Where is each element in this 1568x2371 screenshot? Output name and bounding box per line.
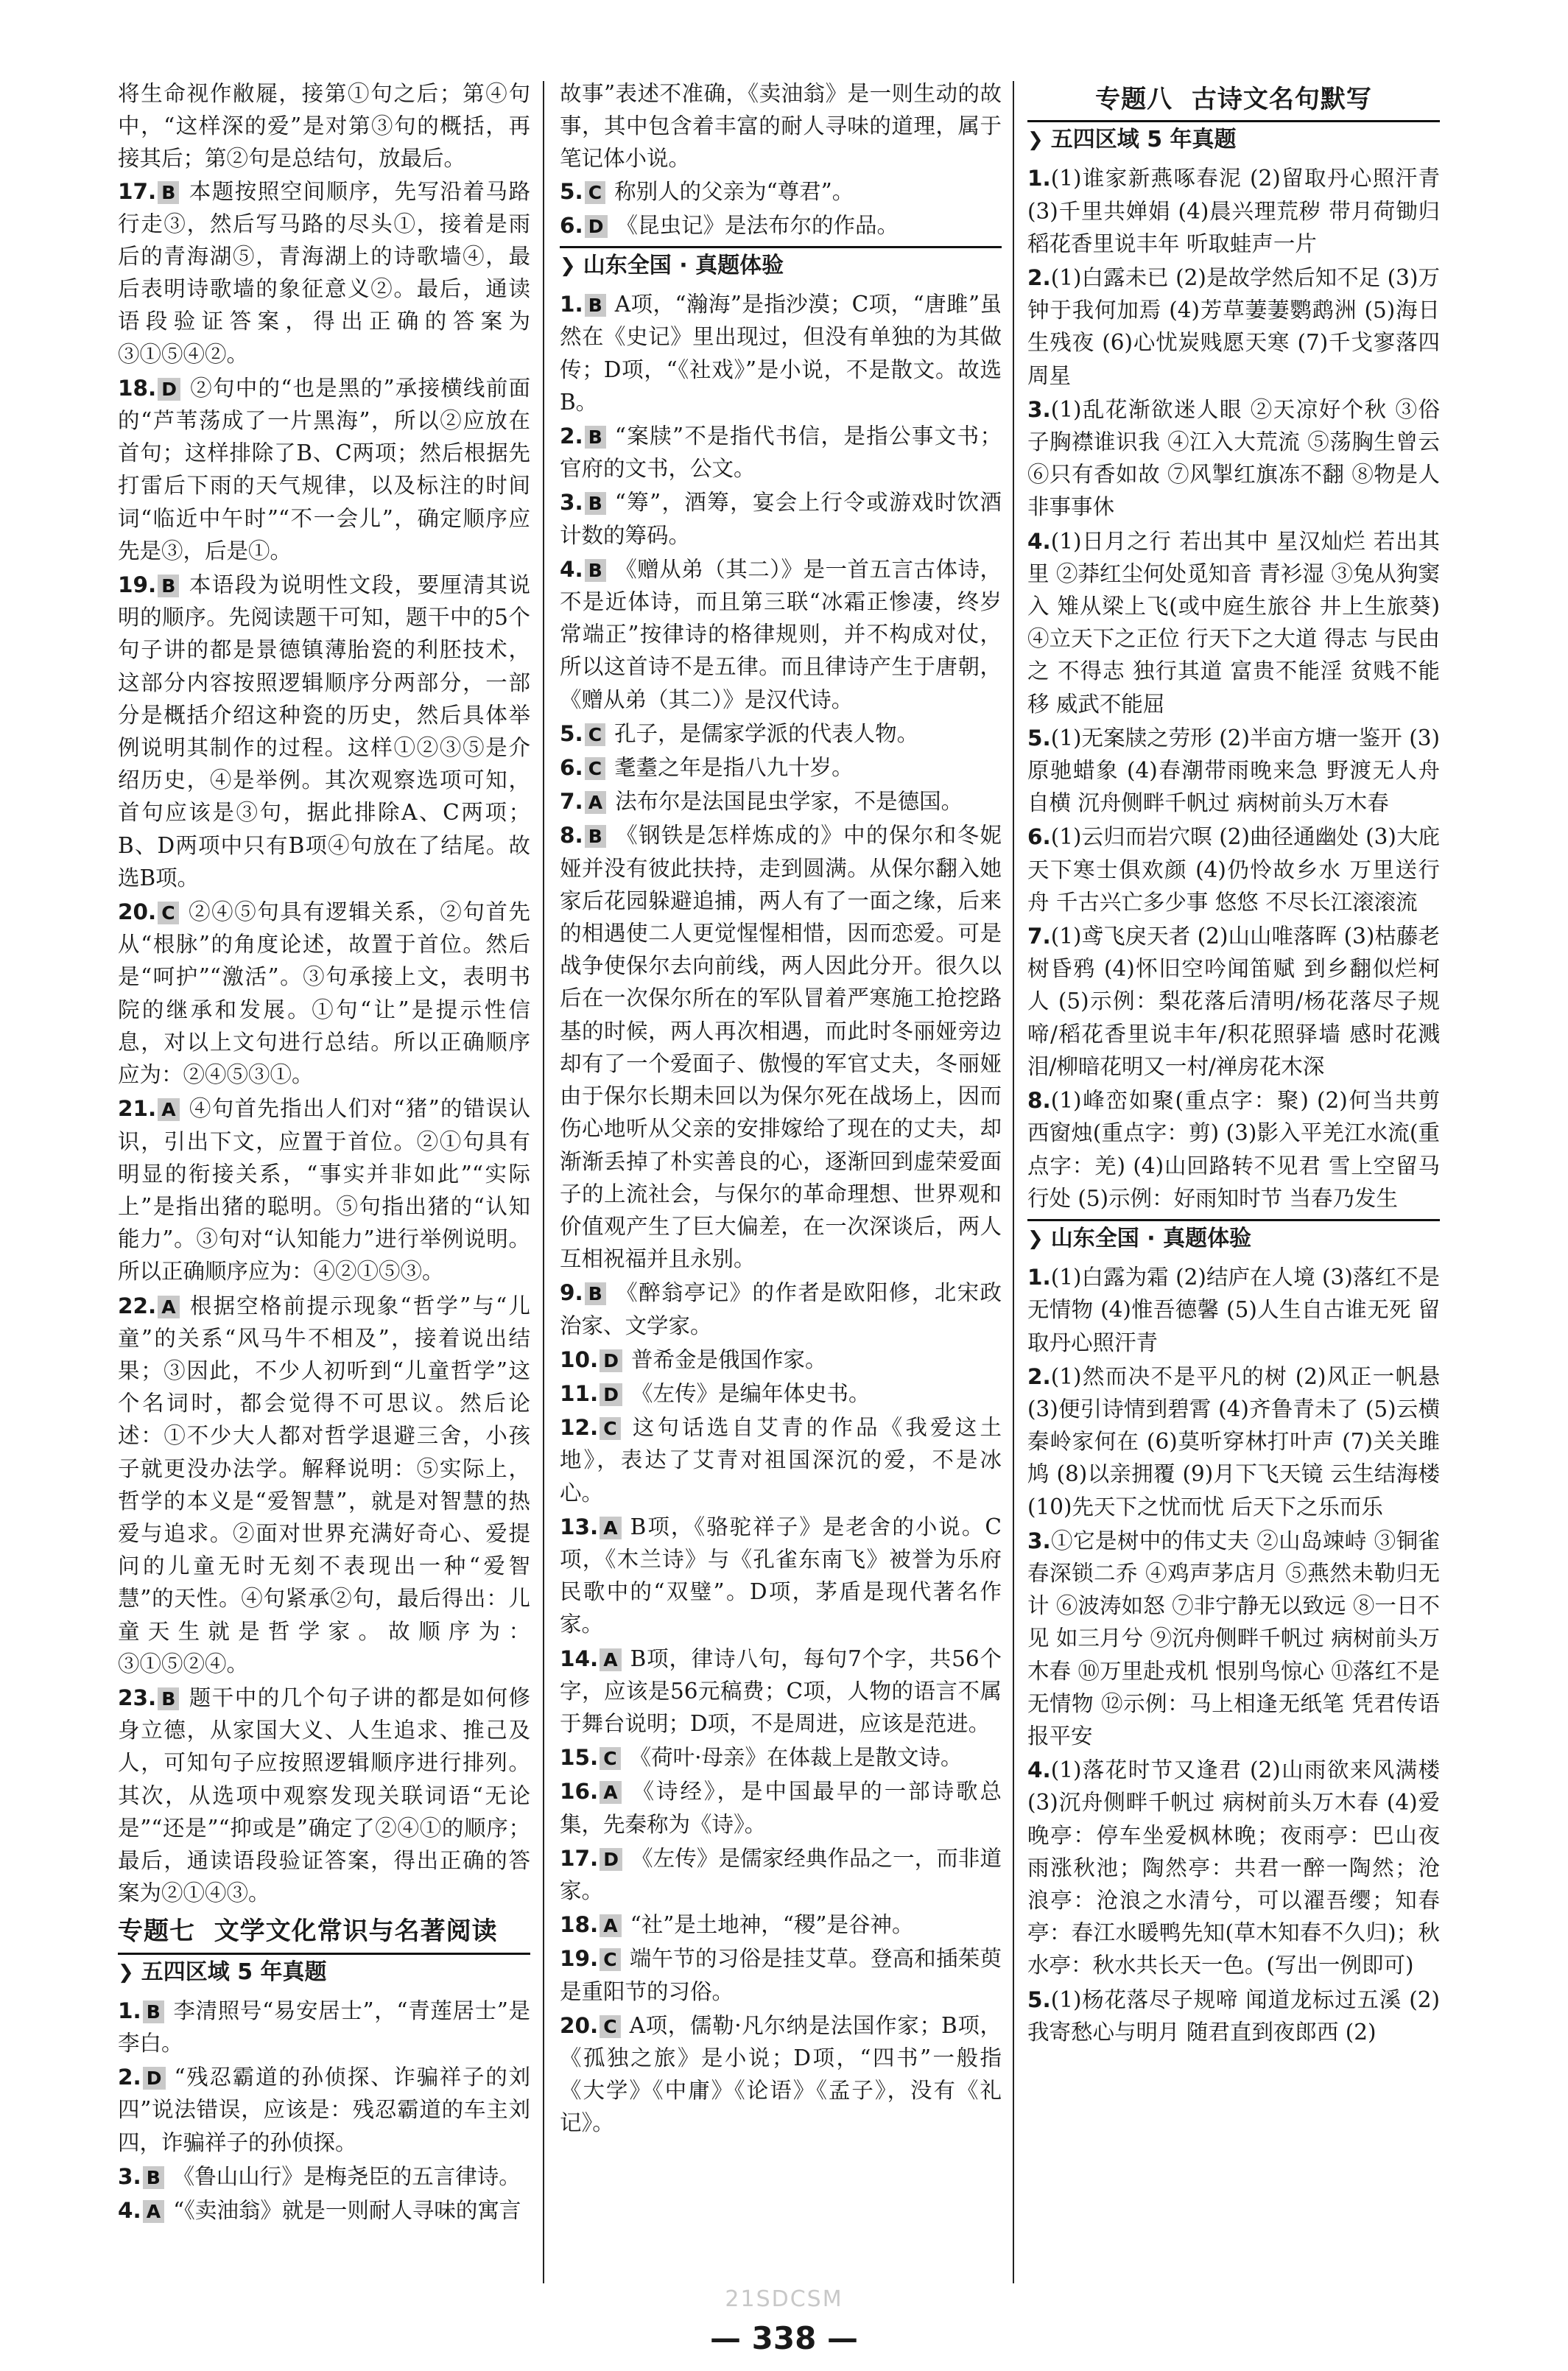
explanation-text: (1)落花时节又逢君 (2)山雨欲来风满楼 (3)沉舟侧畔千帆过 病树前头万木春 (4)爱晚亭：停车坐爱枫林晚；夜雨亭：巴山夜雨涨秋池；陶然亭：共君一醉一陶然；沧浪亭：沧浪之水清兮，可以濯吾缨；知春亭：春江水暖鸭先知(草木知春不久归)；秋水亭：秋水共长天一色。(写出一例即可) <box>1027 1757 1440 1978</box>
answer-badge: B <box>143 2001 164 2023</box>
answer-badge: B <box>585 1282 606 1305</box>
answer-badge: C <box>585 723 605 746</box>
explanation-text: ②句中的“也是黑的”承接横线前面的“芦苇荡成了一片黑海”，所以②应放在首句；这样排除了B、C两项；然后根据先打雷后下雨的天气规律，以及标注的时间词“临近中午时”“不一会儿”，确定顺序应先是③，后是①。 <box>118 375 530 563</box>
item-number: 2. <box>1027 1363 1051 1389</box>
explanation-text: 本语段为说明性文段，要厘清其说明的顺序。先阅读题干可知，题干中的5个句子讲的都是景德镇薄胎瓷的利胚技术，这部分内容按照逻辑顺序分两部分，一部分是概括介绍这种瓷的历史，然后具体举例说明其制作的过程。这样①②③⑤是介绍历史，④是举例。其次观察选项可知，首句应该是③句，据此排除A、C两项；B、D两项中只有B项④句放在了结尾。故选B项。 <box>118 572 530 891</box>
item-number: 1. <box>1027 166 1051 192</box>
explanation-text: “筹”，酒筹，宴会上行令或游戏时饮酒计数的筹码。 <box>560 490 1002 548</box>
item-number: 18. <box>560 1912 599 1938</box>
answer-item <box>560 1276 1002 1341</box>
explanation-text: 本题按照空间顺序，先写沿着马路行走③，然后写马路的尽头①，接着是雨后的青海湖⑤，青海湖上的诗歌墙④，最后表明诗歌墙的象征意义②。最后，通读语段验证答案，得出正确的答案为③①⑤④②。 <box>118 178 530 367</box>
answer-item <box>1027 1261 1440 1359</box>
item-number: 4. <box>118 2198 141 2223</box>
answer-item <box>560 486 1002 551</box>
item-number: 17. <box>118 178 157 204</box>
answer-item <box>560 1842 1002 1907</box>
explanation-text: 《左传》是儒家经典作品之一，而非道家。 <box>560 1845 1002 1903</box>
item-number: 5. <box>560 178 583 204</box>
answer-item <box>1027 920 1440 1083</box>
answer-item <box>1027 162 1440 260</box>
answer-item <box>560 209 1002 242</box>
section-header <box>1027 120 1440 156</box>
answer-badge: C <box>600 1747 620 1770</box>
explanation-text: ①它是树中的伟丈夫 ②山岛竦峙 ③铜雀春深锁二乔 ④鸡声茅店月 ⑤燕然未勒归无计 ⑥波涛如怒 ⑦非宁静无以致远 ⑧一日不见 如三月兮 ⑨沉舟侧畔千帆过 病树前头万木春 ⑩万里赴戎机 恨别鸟惊心 ⑪落红不是无情物 ⑫示例：马上相逢无纸笔 凭君传语报平安 <box>1027 1528 1440 1749</box>
item-number: 15. <box>560 1745 599 1771</box>
answer-badge: B <box>143 2166 164 2189</box>
answer-badge: C <box>585 181 605 204</box>
answer-badge: D <box>600 1383 622 1406</box>
answer-item <box>118 372 530 567</box>
answer-item <box>1027 1525 1440 1752</box>
answer-item <box>560 1377 1002 1410</box>
section-title: 五四区域 5 年真题 <box>1050 127 1237 153</box>
answer-item <box>118 175 530 370</box>
explanation-text: 《荷叶·母亲》在体裁上是散文诗。 <box>629 1745 963 1771</box>
answer-item <box>560 2009 1002 2140</box>
item-number: 20. <box>118 899 157 925</box>
explanation-text: (1)日月之行 若出其中 星汉灿烂 若出其里 ②莽红尘何处觅知音 青衫湿 ③兔从狗窦入 雉从梁上飞(或中庭生旅谷 井上生旅葵) ④立天下之正位 行天下之大道 得志 与民由之 不得志 独行其道 富贵不能淫 贫贱不能移 威武不能屈 <box>1027 528 1440 717</box>
answer-item <box>1027 1754 1440 1981</box>
explanation-text: “案牍”不是指代书信，是指公事文书；官府的文书，公文。 <box>560 424 1002 482</box>
answer-list <box>118 1995 530 2227</box>
answer-item <box>1027 821 1440 918</box>
explanation-text: (1)白露未已 (2)是故学然后知不足 (3)万钟于我何加焉 (4)芳草萋萋鹦鹉洲 (5)海日生残夜 (6)心忧炭贱愿天寒 (7)千戈寥落四周星 <box>1027 265 1440 388</box>
explanation-text: (1)谁家新燕啄春泥 (2)留取丹心照汗青 (3)千里共婵娟 (4)晨兴理荒秽 带月荷锄归 稻花香里说丰年 听取蛙声一片 <box>1027 166 1440 256</box>
item-number: 3. <box>1027 396 1051 422</box>
answer-list <box>1027 1261 1440 2048</box>
item-number: 13. <box>560 1514 599 1539</box>
explanation-text: 耄耋之年是指八九十岁。 <box>614 755 854 781</box>
item-number: 1. <box>560 292 583 317</box>
item-number: 2. <box>1027 265 1051 291</box>
explanation-text: ④句首先指出人们对“猪”的错误认识，引出下文，应置于首位。②①句具有明显的衔接关系，“事实并非如此”“实际上”是指出猪的聪明。⑤句指出猪的“认知能力”。③句对“认知能力”进行举例说明。所以正确顺序应为：④②①⑤③。 <box>118 1096 530 1285</box>
answer-item <box>1027 1360 1440 1523</box>
chevron-right-icon: ❯ <box>1027 129 1044 152</box>
answer-item <box>118 569 530 894</box>
topic-8-title: 专题八 古诗文名句默写 <box>1095 85 1372 114</box>
item-number: 6. <box>1027 824 1051 850</box>
answer-badge: B <box>585 294 606 317</box>
item-number: 2. <box>118 2065 141 2090</box>
answer-item <box>560 1942 1002 2007</box>
column-divider-1 <box>543 81 544 2283</box>
answer-badge: A <box>600 1648 621 1671</box>
section-title: 山东全国 · 真题体验 <box>583 253 784 279</box>
explanation-text: (1)峰峦如聚(重点字：聚) (2)何当共剪西窗烛(重点字：剪) (3)影入平羌江水流(重点字：羌) (4)山回路转不见君 雪上空留马行处 (5)示例：好雨知时节 当春乃发生 <box>1027 1088 1440 1211</box>
answer-list <box>560 175 1002 242</box>
item-number: 16. <box>560 1779 599 1805</box>
explanation-text: 端午节的习俗是挂艾草。登高和插茱萸是重阳节的习俗。 <box>560 1946 1002 2004</box>
answer-item <box>560 553 1002 716</box>
explanation-text: (1)乱花渐欲迷人眼 ②天凉好个秋 ③俗子胸襟谁识我 ④江入大荒流 ⑤荡胸生曾云 ⑥只有香如故 ⑦风掣红旗冻不翻 ⑧物是人非事事休 <box>1027 396 1440 520</box>
item-number: 21. <box>118 1096 157 1122</box>
explanation-text: B项，《骆驼祥子》是老舍的小说。C项，《木兰诗》与《孔雀东南飞》被誉为乐府民歌中的“双璧”。D项，茅盾是现代著名作家。 <box>560 1514 1002 1637</box>
answer-item <box>560 1411 1002 1509</box>
answer-item <box>560 717 1002 750</box>
answer-badge: A <box>143 2200 164 2223</box>
explanation-text: 《钢铁是怎样炼成的》中的保尔和冬妮娅并没有彼此扶持，走到圆满。从保尔翻入她家后花园躲避追捕，两人有了一面之缘，后来的相遇使二人更觉惺惺相惜，因而恋爱。可是战争使保尔去向前线，两人因此分开。很久以后在一次保尔所在的军队冒着严寒施工抢挖路基的时候，两人再次相遇，而此时冬丽娅旁边却有了一个爱面子、傲慢的军官丈夫，冬丽娅由于保尔长期未回以为保尔死在战场上，因而伤心地听从父亲的安排嫁给了现在的丈夫，却渐渐丢掉了朴实善良的心，逐渐回到虚荣爱面子的上流社会，与保尔的革命理想、世界观和价值观产生了巨大偏差，在一次深谈后，两人互相祝福并且永别。 <box>560 823 1002 1272</box>
continued-text: 将生命视作敝屣，接第①句之后；第④句中，“这样深的爱”是对第③句的概括，再接其后；第②句是总结句，放最后。 <box>118 81 530 172</box>
explanation-text: 《诗经》，是中国最早的一部诗歌总集，先秦称为《诗》。 <box>560 1779 1002 1837</box>
column-divider-2 <box>1013 81 1014 2283</box>
chevron-right-icon: ❯ <box>1027 1227 1044 1250</box>
left-column <box>118 77 530 2280</box>
item-number: 5. <box>560 720 583 746</box>
item-number: 3. <box>118 2163 141 2189</box>
answer-item <box>560 1643 1002 1741</box>
item-number: 5. <box>1027 725 1051 751</box>
explanation-text: A项，“瀚海”是指沙漠；C项，“唐雎”虽然在《史记》里出现过，但没有单独的为其做传；D项，“《社戏》”是小说，不是散文。故选B。 <box>560 292 1002 415</box>
explanation-text: ②④⑤句具有逻辑关系，②句首先从“根脉”的角度论述，故置于首位。然后是“呵护”“激活”。③句承接上文，表明书院的继承和发展。①句“让”是提示性信息，对以上文句进行总结。所以正确顺序应为：②④⑤③①。 <box>118 899 530 1088</box>
item-number: 1. <box>118 1998 141 2023</box>
explanation-text: (1)白露为霜 (2)结庐在人境 (3)落红不是无情物 (4)惟吾德馨 (5)人生自古谁无死 留取丹心照汗青 <box>1027 1265 1440 1355</box>
item-number: 10. <box>560 1346 599 1372</box>
answer-badge: B <box>585 559 606 582</box>
item-number: 4. <box>560 556 583 582</box>
chevron-right-icon: ❯ <box>118 1961 134 1984</box>
answer-badge: A <box>158 1098 179 1121</box>
continued-text: 故事”表述不准确，《卖油翁》是一则生动的故事，其中包含着丰富的耐人寻味的道理，属于笔记体小说。 <box>560 81 1002 172</box>
answer-item <box>1027 1984 1440 2048</box>
answer-item <box>118 2194 530 2227</box>
answer-badge: B <box>585 492 606 515</box>
answer-item <box>560 1343 1002 1376</box>
answer-badge: D <box>600 1349 622 1372</box>
item-number: 4. <box>1027 528 1051 554</box>
answer-item <box>560 785 1002 818</box>
explanation-text: 《鲁山山行》是梅尧臣的五言律诗。 <box>172 2163 521 2189</box>
answer-list <box>1027 162 1440 1215</box>
item-number: 19. <box>560 1946 599 1972</box>
item-number: 6. <box>560 755 583 781</box>
explanation-text: 《左传》是编年体史书。 <box>631 1380 871 1406</box>
answer-badge: A <box>600 1781 621 1804</box>
item-number: 8. <box>560 823 583 849</box>
answer-badge: D <box>600 1848 622 1871</box>
explanation-text: 孔子，是儒家学派的代表人物。 <box>614 720 919 746</box>
explanation-text: 称别人的父亲为“尊君”。 <box>614 178 854 204</box>
answer-item <box>1027 261 1440 392</box>
explanation-text: 李清照号“易安居士”，“青莲居士”是李白。 <box>118 1998 530 2056</box>
answer-item <box>560 1775 1002 1840</box>
explanation-text: 《醉翁亭记》的作者是欧阳修，北宋政治家、文学家。 <box>560 1280 1002 1338</box>
answer-item <box>560 1511 1002 1641</box>
item-number: 4. <box>1027 1757 1051 1783</box>
page-number: — 338 — <box>710 2320 858 2356</box>
explanation-text: 这句话选自艾青的作品《我爱这土地》，表达了艾青对祖国深沉的爱，不是冰心。 <box>560 1415 1002 1506</box>
explanation-text: 《昆虫记》是法布尔的作品。 <box>616 212 899 238</box>
item-number: 6. <box>560 212 583 238</box>
explanation-text: A项，儒勒·凡尔纳是法国作家；B项，《孤独之旅》是小说；D项，“四书”一般指《大学》《中庸》《论语》《孟子》，没有《礼记》。 <box>560 2012 1002 2136</box>
answer-item <box>1027 525 1440 720</box>
chevron-right-icon: ❯ <box>560 255 576 278</box>
answer-item <box>560 1741 1002 1774</box>
section-header <box>118 1953 530 1989</box>
item-number: 9. <box>560 1280 583 1306</box>
answer-list <box>118 175 530 1910</box>
answer-badge: C <box>600 1417 620 1440</box>
item-number: 17. <box>560 1845 599 1871</box>
item-number: 3. <box>1027 1528 1051 1553</box>
answer-badge: A <box>600 1517 621 1539</box>
item-number: 23. <box>118 1685 157 1710</box>
answer-item <box>118 1290 530 1680</box>
answer-badge: C <box>600 1948 620 1971</box>
answer-item <box>118 896 530 1091</box>
item-number: 7. <box>560 789 583 815</box>
explanation-text: (1)无案牍之劳形 (2)半亩方塘一鉴开 (3)原驰蜡象 (4)春潮带雨晚来急 野渡无人舟自横 沉舟侧畔千帆过 病树前头万木春 <box>1027 725 1440 816</box>
explanation-text: 法布尔是法国昆虫学家，不是德国。 <box>615 789 963 815</box>
explanation-text: 普希金是俄国作家。 <box>631 1346 827 1372</box>
topic-7-title: 专题七 文学文化常识与名著阅读 <box>118 1917 498 1947</box>
answer-badge: B <box>158 575 179 597</box>
item-number: 20. <box>560 2012 599 2038</box>
explanation-text: “社”是土地神，“稷”是谷神。 <box>630 1912 914 1938</box>
item-number: 12. <box>560 1415 599 1441</box>
answer-item <box>118 2061 530 2159</box>
answer-badge: B <box>158 181 179 204</box>
answer-badge: D <box>143 2067 166 2090</box>
answer-badge: B <box>158 1687 179 1710</box>
answer-item <box>1027 393 1440 524</box>
answer-item <box>560 1908 1002 1941</box>
answer-item <box>560 288 1002 418</box>
item-number: 8. <box>1027 1088 1051 1114</box>
answer-badge: D <box>585 215 608 238</box>
item-number: 14. <box>560 1645 599 1671</box>
answer-item <box>560 420 1002 485</box>
answer-item <box>118 1092 530 1288</box>
explanation-text: (1)然而决不是平凡的树 (2)风正一帆悬 (3)便引诗情到碧霄 (4)齐鲁青未了 (5)云横秦岭家何在 (6)莫听穿林打叶声 (7)关关雎鸠 (8)以亲拥覆 (9)月下飞天镜 云生结海楼 (10)先天下之忧而忧 后天下之乐而乐 <box>1027 1363 1440 1520</box>
answer-badge: A <box>585 791 606 814</box>
answer-badge: C <box>158 902 178 924</box>
explanation-text: “《卖油翁》就是一则耐人寻味的寓言 <box>173 2198 521 2223</box>
item-number: 1. <box>1027 1265 1051 1290</box>
item-number: 3. <box>560 490 583 516</box>
explanation-text: 题干中的几个句子讲的都是如何修身立德，从家国大义、人生追求、推己及人，可知句子应按照逻辑顺序进行排列。其次，从选项中观察发现关联词语“无论是”“还是”“抑或是”确定了②④①的顺序；最后，通读语段验证答案，得出正确的答案为②①④③。 <box>118 1685 530 1906</box>
explanation-text: (1)杨花落尽子规啼 闻道龙标过五溪 (2)我寄愁心与明月 随君直到夜郎西 (2) <box>1027 1987 1440 2045</box>
section-title: 五四区域 5 年真题 <box>141 1959 327 1985</box>
item-number: 7. <box>1027 924 1051 949</box>
item-number: 22. <box>118 1293 157 1318</box>
explanation-text: (1)云归而岩穴暝 (2)曲径通幽处 (3)大庇天下寒士俱欢颜 (4)仍怜故乡水 万里送行舟 千古兴亡多少事 悠悠 不尽长江滚滚流 <box>1027 824 1440 915</box>
explanation-text: 根据空格前提示现象“哲学”与“儿童”的关系“风马牛不相及”，接着说出结果；③因此，不少人初听到“儿童哲学”这个名词时，都会觉得不可思议。然后论述：①不少大人都对哲学退避三舍，小孩子就更没办法学。解释说明：⑤实际上，哲学的本义是“爱智慧”，就是对智慧的热爱与追求。②面对世界充满好奇心、爱提问的儿童无时无刻不表现出一种“爱智慧”的天性。④句紧承②句，最后得出：儿童天生就是哲学家。故顺序为：③①⑤②④。 <box>118 1293 530 1676</box>
answer-item <box>118 1995 530 2059</box>
section-title: 山东全国 · 真题体验 <box>1050 1225 1252 1251</box>
answer-badge: C <box>585 757 605 780</box>
answer-badge: B <box>585 825 606 848</box>
section-header <box>560 246 1002 282</box>
item-number: 2. <box>560 424 583 449</box>
item-number: 5. <box>1027 1987 1051 2012</box>
answer-item <box>1027 1084 1440 1215</box>
explanation-text: (1)鸢飞戾天者 (2)山山唯落晖 (3)枯藤老树昏鸦 (4)怀旧空吟闻笛赋 到乡翻似烂柯人 (5)示例：梨花落后清明/杨花落尽子规啼/稻花香里说丰年/积花照驿墙 感时花溅泪/柳暗花明又一村/禅房花木深 <box>1027 924 1440 1079</box>
answer-badge: D <box>158 378 180 401</box>
answer-item <box>118 1682 530 1909</box>
right-column <box>1027 77 1440 2280</box>
middle-column <box>560 77 1002 2280</box>
section-header <box>1027 1219 1440 1255</box>
answer-item <box>118 2160 530 2193</box>
explanation-text: “残忍霸道的孙侦探、诈骗祥子的刘四”说法错误，应该是：残忍霸道的车主刘四，诈骗祥子的孙侦探。 <box>118 2065 530 2155</box>
item-number: 18. <box>118 375 157 401</box>
answer-badge: A <box>600 1914 621 1937</box>
item-number: 11. <box>560 1380 599 1406</box>
answer-badge: A <box>158 1296 179 1318</box>
answer-item <box>560 819 1002 1275</box>
answer-item <box>560 175 1002 208</box>
answer-item <box>1027 722 1440 820</box>
answer-list <box>560 288 1002 2139</box>
answer-badge: B <box>585 426 606 449</box>
answer-badge: C <box>600 2015 620 2038</box>
explanation-text: B项，律诗八句，每句7个字，共56个字，应该是56元稿费；C项，人物的语言不属于舞台说明；D项，不是周进，应该是范进。 <box>560 1645 1002 1736</box>
answer-item <box>560 751 1002 784</box>
watermark: 21SDCSM <box>725 2286 843 2312</box>
item-number: 19. <box>118 572 157 598</box>
explanation-text: 《赠从弟（其二）》是一首五言古体诗，不是近体诗，而且第三联“冰霜正惨凄，终岁常端正”按律诗的格律规则，并不构成对仗，所以这首诗不是五律。而且律诗产生于唐朝，《赠从弟（其二）》是汉代诗。 <box>560 556 1002 712</box>
